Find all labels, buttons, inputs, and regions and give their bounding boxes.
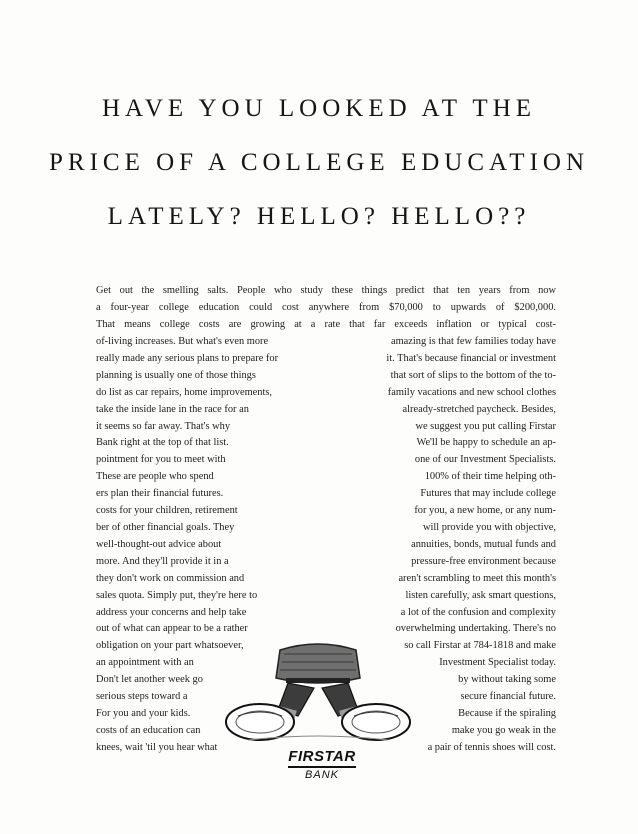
right-line: already-stretched paycheck. Besides, xyxy=(402,403,556,415)
right-line: Investment Specialist today. xyxy=(439,657,556,669)
lying-person-illustration xyxy=(218,640,418,745)
right-line: for you, a new home, or any num- xyxy=(414,505,556,517)
right-line: 100% of their time helping oth- xyxy=(424,471,556,483)
right-line: We'll be happy to schedule an ap- xyxy=(416,437,556,449)
left-line: ers plan their financial futures. xyxy=(96,488,224,500)
right-line: one of our Investment Specialists. xyxy=(414,454,556,466)
left-line: they don't work on commission and xyxy=(96,572,245,584)
right-line: it. That's because financial or investment xyxy=(386,352,556,364)
headline-line-3: LATELY? HELLO? HELLO?? xyxy=(107,203,531,230)
right-line: aren't scrambling to meet this month's xyxy=(398,572,556,584)
right-line: will provide you with objective, xyxy=(422,521,556,533)
left-line: obligation on your part whatsoever, xyxy=(96,640,244,652)
left-line: well-thought-out advice about xyxy=(96,538,222,550)
lead-line: a four-year college education could cost anywhere from $70,000 to upwards of $200,000. xyxy=(96,301,556,313)
firstar-bank-logo xyxy=(282,748,362,788)
left-line: knees, wait 'til you hear what xyxy=(96,741,218,753)
right-line: annuities, bonds, mutual funds and xyxy=(411,538,556,550)
lead-line: That means college costs are growing at a rate that far exceeds inflation or typical cost- xyxy=(96,318,556,330)
logo-name: FIRSTAR xyxy=(288,748,356,765)
right-line: family vacations and new school clothes xyxy=(387,386,556,398)
logo-sub: BANK xyxy=(305,769,339,781)
left-line: an appointment with an xyxy=(96,657,194,669)
right-line: so call Firstar at 784-1818 and make xyxy=(404,640,556,652)
left-line: pointment for you to meet with xyxy=(96,454,226,466)
left-line: it seems so far away. That's why xyxy=(96,420,231,432)
right-line: Futures that may include college xyxy=(420,488,556,500)
left-line: costs for your children, retirement xyxy=(96,505,238,517)
headline xyxy=(0,82,638,244)
right-line: we suggest you put calling Firstar xyxy=(415,420,556,432)
left-line: do list as car repairs, home improvements, xyxy=(96,386,273,398)
right-line: Because if the spiraling xyxy=(458,707,556,719)
lead-line: Get out the smelling salts. People who study these things predict that ten years from now xyxy=(96,285,556,296)
left-line: take the inside lane in the race for an xyxy=(96,403,249,415)
right-line: amazing is that few families today have xyxy=(390,336,556,347)
left-line: These are people who spend xyxy=(96,471,214,483)
left-line: Bank right at the top of that list. xyxy=(96,437,229,449)
right-line: a lot of the confusion and complexity xyxy=(400,606,556,618)
left-line: of-living increases. But what's even more xyxy=(96,336,269,347)
logo-rule xyxy=(288,766,356,768)
left-line: sales quota. Simply put, they're here to xyxy=(96,589,258,601)
left-line: out of what can appear to be a rather xyxy=(96,623,248,635)
left-line: planning is usually one of those things xyxy=(96,369,256,381)
left-line: costs of an education can xyxy=(96,724,201,736)
right-line: secure financial future. xyxy=(460,691,556,703)
lead-paragraph xyxy=(96,283,556,334)
left-line: more. And they'll provide it in a xyxy=(96,555,229,567)
right-line: pressure-free environment because xyxy=(411,555,556,567)
left-line: For you and your kids. xyxy=(96,707,191,719)
left-line: really made any serious plans to prepare for xyxy=(96,352,279,364)
right-line: listen carefully, ask smart questions, xyxy=(405,589,556,601)
right-line: that sort of slips to the bottom of the to- xyxy=(390,369,556,381)
headline-line-1: HAVE YOU LOOKED AT THE xyxy=(101,95,537,122)
right-line: by without taking some xyxy=(458,674,556,686)
right-line: make you go weak in the xyxy=(451,724,556,736)
right-line: a pair of tennis shoes will cost. xyxy=(427,741,556,753)
left-line: serious steps toward a xyxy=(96,691,188,703)
headline-line-2: PRICE OF A COLLEGE EDUCATION xyxy=(48,149,589,176)
right-line: overwhelming undertaking. There's no xyxy=(395,623,556,635)
left-line: address your concerns and help take xyxy=(96,606,247,618)
left-line: Don't let another week go xyxy=(96,674,203,686)
left-line: ber of other financial goals. They xyxy=(96,521,235,533)
